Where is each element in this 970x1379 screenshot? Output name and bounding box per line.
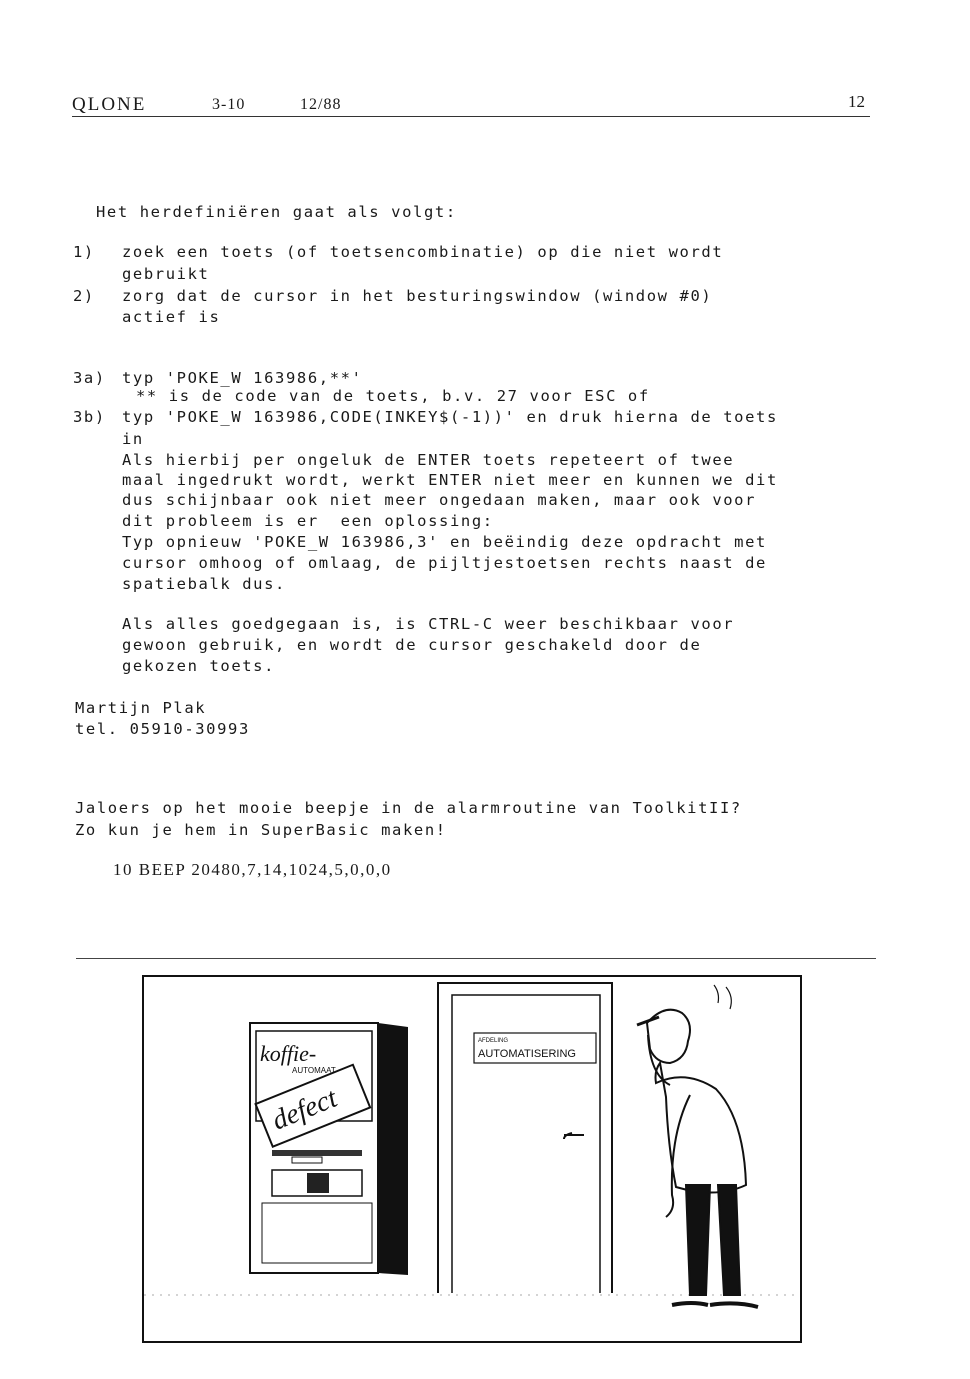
machine-lower-panel [262, 1203, 372, 1263]
defect-sign-text: defect [267, 1082, 342, 1137]
machine-slot [272, 1150, 362, 1156]
issue-number: 3-10 [212, 96, 246, 113]
step-1-number: 1) [73, 243, 95, 261]
step-2-line-1: zorg dat de cursor in het besturingswindow (window #0) [122, 287, 713, 305]
step-3b-line-9: spatiebalk dus. [122, 575, 286, 593]
machine-label-2: AUTOMAAT [292, 1066, 336, 1075]
step-3b-line-4: maal ingedrukt wordt, werkt ENTER niet meer en kunnen we dit [122, 471, 778, 489]
beep-line-2: Zo kun je hem in SuperBasic maken! [75, 821, 447, 839]
section-rule [76, 958, 876, 959]
step-3b-line-1: typ 'POKE_W 163986,CODE(INKEY$(-1))' en druk hierna de toets [122, 408, 778, 426]
intro-line: Het herdefiniëren gaat als volgt: [96, 203, 457, 221]
header-rule [72, 116, 870, 117]
closing-line-1: Als alles goedgegaan is, is CTRL-C weer beschikbaar voor [122, 615, 735, 633]
machine-cup-area [307, 1173, 329, 1193]
step-3b-line-7: Typ opnieuw 'POKE_W 163986,3' en beëindig deze opdracht met [122, 533, 767, 551]
machine-label-1: koffie- [260, 1041, 317, 1066]
step-2-number: 2) [73, 287, 95, 305]
step-3a-line-1: typ 'POKE_W 163986,**' [122, 369, 363, 387]
step-3b-line-3: Als hierbij per ongeluk de ENTER toets repeteert of twee [122, 451, 735, 469]
author-name: Martijn Plak [75, 699, 207, 717]
page-number: 12 [848, 92, 865, 111]
closing-line-3: gekozen toets. [122, 657, 276, 675]
cartoon-illustration [142, 975, 802, 1345]
door-sign-line-2: AUTOMATISERING [478, 1048, 576, 1060]
issue-date: 12/88 [300, 96, 342, 113]
step-3b-line-8: cursor omhoog of omlaag, de pijltjestoetsen rechts naast de [122, 554, 767, 572]
step-1-line-2: gebruikt [122, 265, 210, 283]
step-2-line-2: actief is [122, 308, 221, 326]
step-3b-line-6: dit probleem is er een oplossing: [122, 512, 494, 530]
step-1-line-1: zoek een toets (of toetsencombinatie) op die niet wordt [122, 243, 724, 261]
beep-code-line: 10 BEEP 20480,7,14,1024,5,0,0,0 [113, 860, 392, 879]
machine-side [378, 1023, 408, 1275]
step-3a-number: 3a) [73, 369, 106, 387]
step-3a-line-2: ** is de code van de toets, b.v. 27 voor ESC of [136, 387, 650, 405]
door-sign-line-1: AFDELING [478, 1038, 509, 1044]
step-3b-line-2: in [122, 430, 144, 448]
beep-line-1: Jaloers op het mooie beepje in de alarmroutine van ToolkitII? [75, 799, 742, 817]
author-phone: tel. 05910-30993 [75, 720, 250, 738]
machine-coin [292, 1157, 322, 1163]
closing-line-2: gewoon gebruik, en wordt de cursor geschakeld door de [122, 636, 702, 654]
step-3b-line-5: dus schijnbaar ook niet meer ongedaan maken, maar ook voor [122, 491, 757, 509]
step-3b-number: 3b) [73, 408, 106, 426]
magazine-title: QLONE [72, 94, 147, 115]
